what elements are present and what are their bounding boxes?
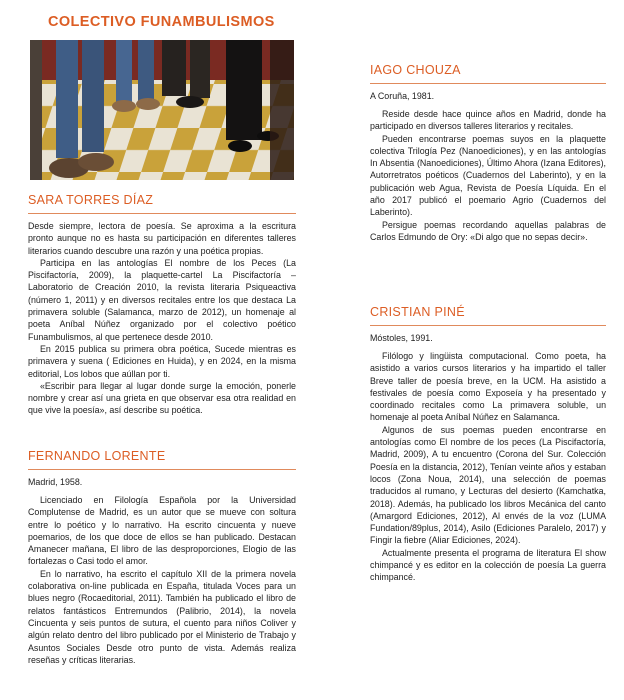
iago-bio-1: Reside desde hace quince años en Madrid, donde ha participado en diversos talleres literarios y recitales. bbox=[370, 109, 606, 132]
author-name-fernando: FERNANDO LORENTE bbox=[28, 449, 166, 463]
iago-bio-2: Pueden encontrarse poemas suyos en la plaquette colectiva Trilogía Pez (Nanoediciones), y en las antologías In Absentia (Nanoediciones), Último Ahora (Izana Editores), Autorretratos poéticos (Cuadernos del Laberinto), y en la publicación web Agua, Revista de Poesía Líquida. En el año 2017 publicó el poemario Agrio (Cuadernos del Laberinto). bbox=[370, 133, 606, 218]
collective-title: COLECTIVO FUNAMBULISMOS bbox=[48, 14, 275, 30]
author-fernando bbox=[28, 449, 296, 666]
sara-bio-3: En 2015 publica su primera obra poética, Sucede mientras es primavera y suena ( Ediciones en Huida), y en 2024, en la misma editorial, Los lobos que aúllan por ti. bbox=[28, 343, 296, 379]
section-divider bbox=[370, 83, 606, 84]
iago-origin: A Coruña, 1981. bbox=[370, 91, 435, 101]
fernando-bio-1: Licenciado en Filología Española por la Universidad Complutense de Madrid, es un autor que se mueve con soltura entre lo poético y lo narrativo. Ha escrito cincuenta y nueve poemarios, de los que doce de ellos se han publicado. Destacan Amanecer mañana, El libro de las desproporciones, Elogio de las fortalezas o Casi todo el amor. bbox=[28, 495, 296, 567]
author-name-iago: IAGO CHOUZA bbox=[370, 63, 461, 77]
group-photo-illustration bbox=[30, 40, 294, 180]
cristian-bio-3: Actualmente presenta el programa de literatura El show chimpancé y es editor en la colección de poesía La guerra chimpancé. bbox=[370, 547, 606, 583]
author-name-cristian: CRISTIAN PINÉ bbox=[370, 305, 465, 319]
author-cristian bbox=[370, 305, 606, 584]
cristian-bio-1: Filólogo y lingüista computacional. Como poeta, ha asistido a varios cursos literarios y ha impartido el taller Breve taller de poesía breve, en la UCM. Ha asistido a festivales de poesía como Exposeía y ha presentado y coordinado recitales como La primavera soluble, un homenaje al poeta Aníbal Núñez en Salamanca. bbox=[370, 351, 606, 423]
fernando-bio-2: En lo narrativo, ha escrito el capítulo XII de la primera novela colaborativa on-line publicada en España, titulada Voces para un blues negro (Rocaeditorial, 2011). También ha publicado el libro de relatos fantásticos Entremundos (Palibrio, 2014), la novela Cincuenta y seis puntos de sutura, el cuento para niños Coliver y algún relato dentro del libro publicado por el Ministerio de Trabajo y Asuntos Sociales Desde otro punto de vista. Además realiza reseñas y críticas literarias. bbox=[28, 568, 296, 665]
group-photo bbox=[30, 40, 294, 180]
sara-bio-4: «Escribir para llegar al lugar donde surge la emoción, ponerle nombre y crear así una grieta en que observar esa otra realidad en que vive la poesía», así describe su poética. bbox=[28, 380, 296, 416]
iago-bio-3: Persigue poemas recordando aquellas palabras de Carlos Edmundo de Ory: «Di algo que no sepas decir». bbox=[370, 219, 606, 242]
sara-bio-2: Participa en las antologías El nombre de los Peces (La Piscifactoría, 2009), la plaquette-cartel La Piscifactoría – Laboratorio de Creación 2010, la revista literaria Psiqueactiva (número 1, 2011) y en diversos recitales entre los que destaca La primavera soluble (Salamanca, marzo de 2012), un homenaje al poeta Aníbal Núñez organizado por el colectivo poético Funambulismos, al que pertenece desde 2010. bbox=[28, 257, 296, 342]
cristian-origin: Móstoles, 1991. bbox=[370, 333, 433, 343]
author-name-sara: SARA TORRES DÍAZ bbox=[28, 193, 154, 207]
section-divider bbox=[370, 325, 606, 326]
cristian-bio-2: Algunos de sus poemas pueden encontrarse en antologías como El nombre de los peces (La Piscifactoría, Madrid, 2009), A tu encuentro (Corona del Sur. Colección Poesía en la distancia, 2012), Tenían veinte años y estaban locos (Zona Noua, 2014), una selección de poemas traducidos al rumano, y Lecturas del desierto (Kamchatka, 2018). Además, ha publicado los libros Mecánica del canto (Amargord Ediciones, 2012), Al envés de la voz (LUMA Fundation/89plus, 2014), Asilo (Ediciones Paralelo, 2017) y Fingir la fiebre (Aliar Ediciones, 2024). bbox=[370, 424, 606, 546]
author-iago bbox=[370, 63, 606, 243]
section-divider bbox=[28, 469, 296, 470]
section-divider bbox=[28, 213, 296, 214]
sara-bio-1: Desde siempre, lectora de poesía. Se aproxima a la escritura pronto aunque no es hasta su participación en diferentes talleres literarios cuando descubre una razón y una poética propias. bbox=[28, 221, 296, 256]
fernando-origin: Madrid, 1958. bbox=[28, 477, 83, 487]
author-sara bbox=[28, 193, 296, 417]
